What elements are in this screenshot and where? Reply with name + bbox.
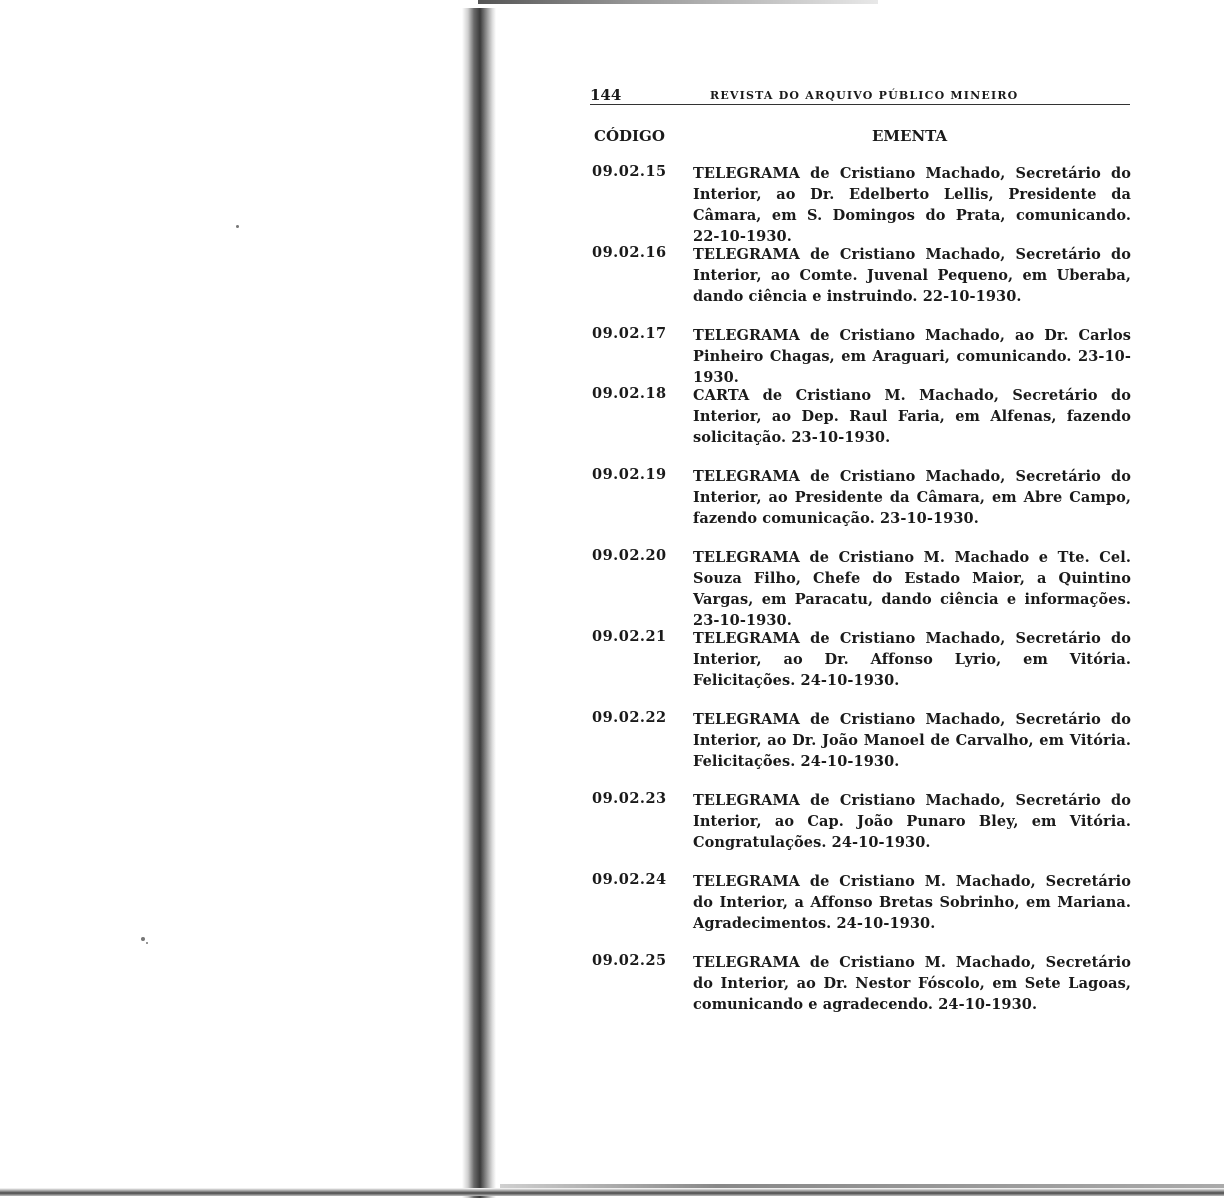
scan-speck xyxy=(141,937,145,941)
list-item xyxy=(590,466,1130,547)
list-item xyxy=(590,952,1130,1033)
list-item xyxy=(590,163,1130,244)
page-bottom-edge xyxy=(0,1188,1224,1196)
list-item xyxy=(590,628,1130,709)
entry-code: 09.02.15 xyxy=(592,163,667,180)
scan-speck xyxy=(236,225,239,228)
entry-code: 09.02.19 xyxy=(592,466,667,483)
running-header xyxy=(590,84,1130,105)
document-page xyxy=(590,84,1130,1033)
list-item xyxy=(590,871,1130,952)
entry-code: 09.02.25 xyxy=(592,952,667,969)
entry-code: 09.02.22 xyxy=(592,709,667,726)
summary-column-header: EMENTA xyxy=(872,127,948,145)
entry-summary: TELEGRAMA de Cristiano Machado, Secretário do Interior, ao Dr. João Manoel de Carvalho, em Vitória. Felicitações. 24-10-1930. xyxy=(693,711,1131,770)
journal-title: REVISTA DO ARQUIVO PÚBLICO MINEIRO xyxy=(710,89,1019,102)
entry-code: 09.02.17 xyxy=(592,325,667,342)
entry-code: 09.02.20 xyxy=(592,547,667,564)
entry-summary: TELEGRAMA de Cristiano M. Machado e Tte. Cel. Souza Filho, Chefe do Estado Maior, a Quintino Vargas, em Paracatu, dando ciência e informações. 23-10-1930. xyxy=(693,549,1131,629)
entry-code: 09.02.16 xyxy=(592,244,667,261)
list-item xyxy=(590,244,1130,325)
page-top-edge xyxy=(478,0,878,4)
page-number: 144 xyxy=(590,86,622,104)
column-headers xyxy=(590,127,1130,163)
list-item xyxy=(590,325,1130,385)
entry-code: 09.02.24 xyxy=(592,871,667,888)
book-spine xyxy=(462,8,496,1198)
entry-summary: TELEGRAMA de Cristiano Machado, Secretário do Interior, ao Dr. Affonso Lyrio, em Vitória. Felicitações. 24-10-1930. xyxy=(693,630,1131,689)
entry-summary: TELEGRAMA de Cristiano Machado, ao Dr. Carlos Pinheiro Chagas, em Araguari, comunicando. 23-10-1930. xyxy=(693,327,1131,386)
entry-code: 09.02.21 xyxy=(592,628,667,645)
entry-summary: TELEGRAMA de Cristiano Machado, Secretário do Interior, ao Dr. Edelberto Lellis, Presidente da Câmara, em S. Domingos do Prata, comunicando. 22-10-1930. xyxy=(693,165,1131,245)
list-item xyxy=(590,385,1130,466)
list-item xyxy=(590,547,1130,628)
entry-summary: CARTA de Cristiano M. Machado, Secretário do Interior, ao Dep. Raul Faria, em Alfenas, fazendo solicitação. 23-10-1930. xyxy=(693,387,1131,446)
list-item xyxy=(590,790,1130,871)
entry-list xyxy=(590,163,1130,1033)
entry-code: 09.02.18 xyxy=(592,385,667,402)
entry-summary: TELEGRAMA de Cristiano M. Machado, Secretário do Interior, ao Dr. Nestor Fóscolo, em Sete Lagoas, comunicando e agradecendo. 24-10-1930. xyxy=(693,954,1131,1013)
list-item xyxy=(590,709,1130,790)
entry-summary: TELEGRAMA de Cristiano Machado, Secretário do Interior, ao Cap. João Punaro Bley, em Vitória. Congratulações. 24-10-1930. xyxy=(693,792,1131,851)
scan-speck xyxy=(146,942,148,944)
entry-code: 09.02.23 xyxy=(592,790,667,807)
code-column-header: CÓDIGO xyxy=(594,127,665,145)
entry-summary: TELEGRAMA de Cristiano M. Machado, Secretário do Interior, a Affonso Bretas Sobrinho, em Mariana. Agradecimentos. 24-10-1930. xyxy=(693,873,1131,932)
entry-summary: TELEGRAMA de Cristiano Machado, Secretário do Interior, ao Comte. Juvenal Pequeno, em Uberaba, dando ciência e instruindo. 22-10-1930. xyxy=(693,246,1131,305)
entry-summary: TELEGRAMA de Cristiano Machado, Secretário do Interior, ao Presidente da Câmara, em Abre Campo, fazendo comunicação. 23-10-1930. xyxy=(693,468,1131,527)
